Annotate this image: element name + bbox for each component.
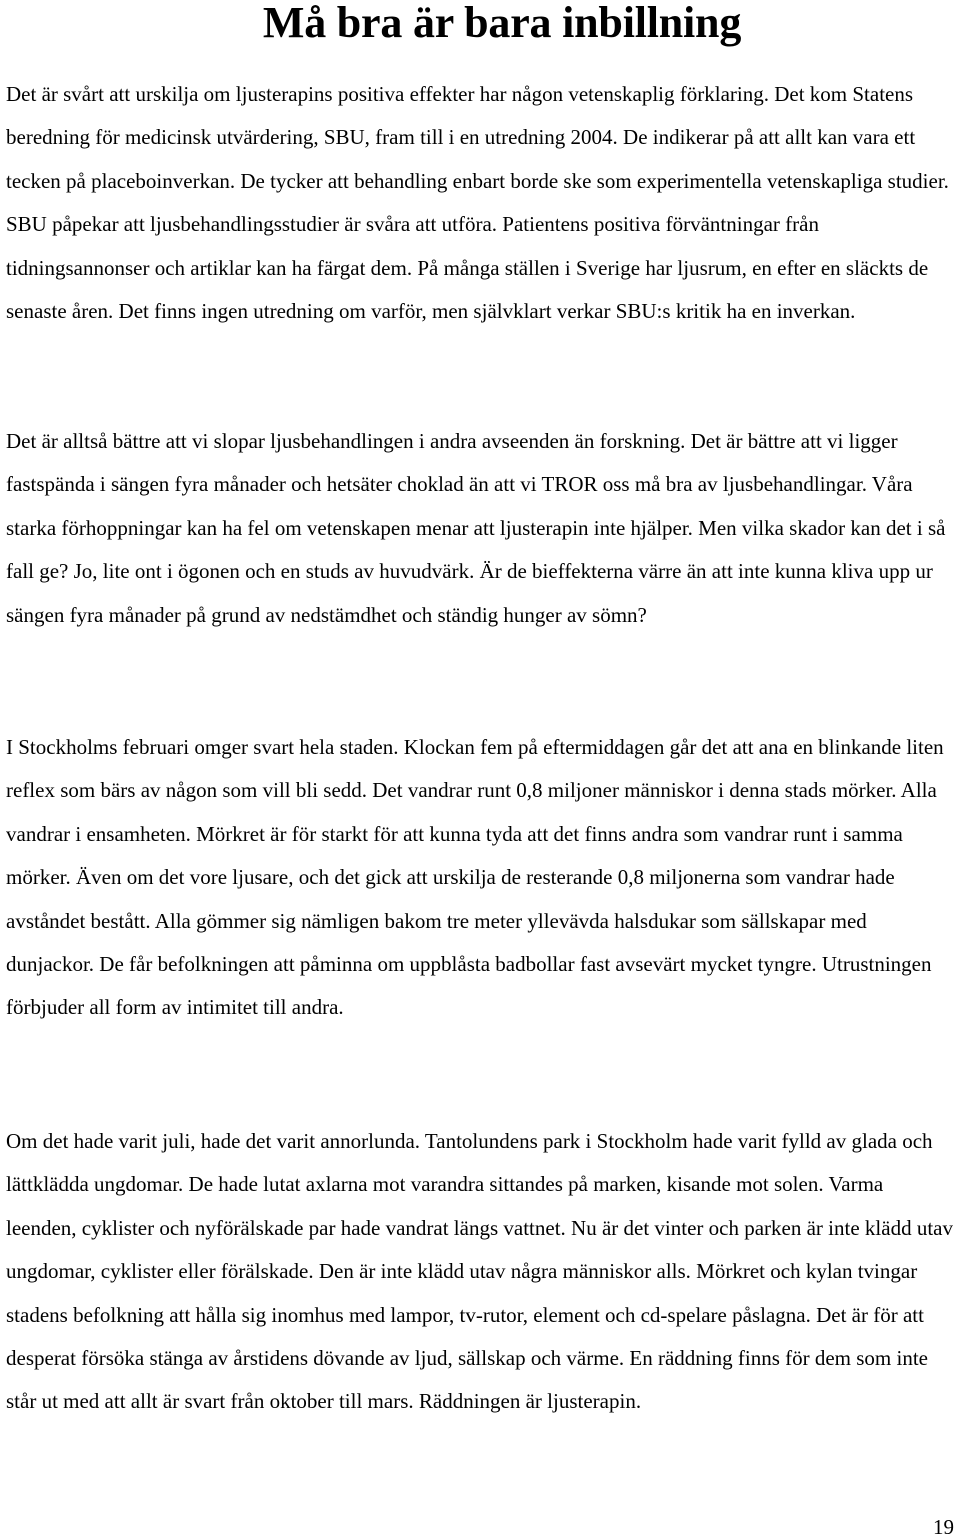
paragraph-3: I Stockholms februari omger svart hela staden. Klockan fem på eftermiddagen går det att ana en blinkande liten reflex som bärs av någon som vill bli sedd. Det vandrar runt 0,8 miljoner människor i denna stads mörker. Alla vandrar i ensamheten. Mörkret är för starkt för att kunna tyda att det finns andra som vandrar runt i samma mörker. Även om det vore ljusare, och det gick att urskilja de resterande 0,8 miljonerna som vandrar hade avståndet bestått. Alla gömmer sig nämligen bakom tre meter yllevävda halsdukar som sällskapar med dunjackor. De får befolkningen att påminna om uppblåsta badbollar fast avsevärt mycket tyngre. Utrustningen förbjuder all form av intimitet till andra. [6, 735, 944, 1020]
paragraph-4: Om det hade varit juli, hade det varit annorlunda. Tantolundens park i Stockholm hade varit fylld av glada och lättklädda ungdomar. De hade lutat axlarna mot varandra sittandes på marken, kisande mot solen. Varma leenden, cyklister och nyförälskade par hade vandrat längs vattnet. Nu är det vinter och parken är inte klädd utav ungdomar, cyklister eller förälskade. Den är inte klädd utav några människor alls. Mörkret och kylan tvingar stadens befolkning att hålla sig inomhus med lampor, tv-rutor, element och cd-spelare påslagna. Det är för att desperat försöka stänga av årstidens dövande av ljud, sällskap och värme. En räddning finns för dem som inte står ut med att allt är svart från oktober till mars. Räddningen är ljusterapin. [6, 1129, 953, 1414]
page-title: Må bra är bara inbillning [262, 0, 742, 47]
paragraph-2: Det är alltså bättre att vi slopar ljusbehandlingen i andra avseenden än forskning. Det är bättre att vi ligger fastspända i sängen fyra månader och hetsäter choklad än att vi TROR oss må bra av ljusbehandlingar. Våra starka förhoppningar kan ha fel om vetenskapen menar att ljusterapin inte hjälper. Men vilka skador kan det i så fall ge? Jo, lite ont i ögonen och en studs av huvudvärk. Är de bieffekterna värre än att inte kunna kliva upp ur sängen fyra månader på grund av nedstämdhet och ständig hunger av sömn? [6, 429, 946, 627]
page-number: 19 [933, 1515, 954, 1539]
paragraph-1: Det är svårt att urskilja om ljusterapins positiva effekter har någon vetenskaplig förklaring. Det kom Statens beredning för medicinsk utvärdering, SBU, fram till i en utredning 2004. De indikerar på att allt kan vara ett tecken på placeboinverkan. De tycker att behandling enbart borde ske som experimentella vetenskapliga studier. SBU påpekar att ljusbehandlingsstudier är svåra att utföra. Patientens positiva förväntningar från tidningsannonser och artiklar kan ha färgat dem. På många ställen i Sverige har ljusrum, en efter en släckts de senaste åren. Det finns ingen utredning om varför, men självklart verkar SBU:s kritik ha en inverkan. [6, 82, 949, 324]
